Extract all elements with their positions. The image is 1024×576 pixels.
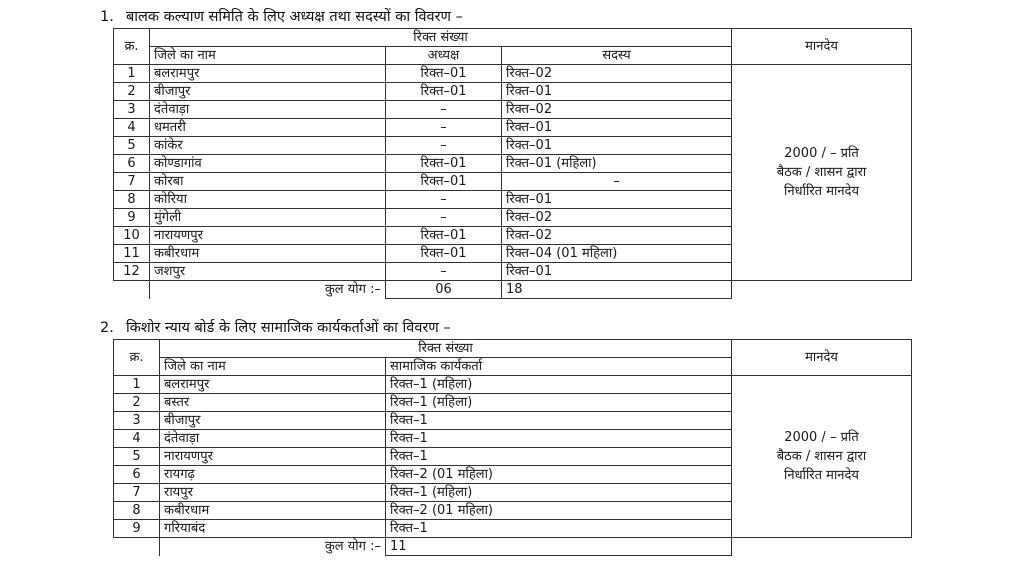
social-worker-cell: रिक्त–2 (01 महिला) (386, 466, 732, 484)
district-cell: कोरिया (150, 191, 386, 209)
social-worker-cell: रिक्त–1 (386, 430, 732, 448)
district-cell: बलरामपुर (160, 376, 386, 394)
member-cell: रिक्त–02 (502, 65, 732, 83)
section1-number: 1. (100, 9, 114, 25)
district-cell: बीजापुर (160, 412, 386, 430)
social-worker-cell: रिक्त–1 (महिला) (386, 394, 732, 412)
section2-title: किशोर न्याय बोर्ड के लिए सामाजिक कार्यकर्ताओं का विवरण – (126, 320, 451, 336)
chairman-cell: – (386, 209, 502, 227)
section2-number: 2. (100, 320, 114, 336)
honorarium-line: निर्धारित मानदेय (784, 184, 860, 199)
district-cell: कांकेर (150, 137, 386, 155)
social-worker-cell: रिक्त–1 (महिला) (386, 484, 732, 502)
sno-cell: 11 (114, 245, 150, 263)
member-cell: रिक्त–01 (502, 263, 732, 281)
member-cell: रिक्त–01 (502, 83, 732, 101)
chairman-cell: रिक्त–01 (386, 245, 502, 263)
sno-header: क्र. (114, 340, 160, 376)
district-cell: बस्तर (160, 394, 386, 412)
chairman-cell: – (386, 101, 502, 119)
total-member: 18 (502, 281, 732, 299)
chairman-cell: रिक्त–01 (386, 173, 502, 191)
member-cell: रिक्त–01 (महिला) (502, 155, 732, 173)
sno-cell: 6 (114, 155, 150, 173)
district-cell: रायगढ़ (160, 466, 386, 484)
sno-cell: 1 (114, 376, 160, 394)
sno-cell: 6 (114, 466, 160, 484)
chairman-cell: रिक्त–01 (386, 227, 502, 245)
sno-cell: 7 (114, 484, 160, 502)
member-cell: रिक्त–01 (502, 137, 732, 155)
district-cell: नारायणपुर (150, 227, 386, 245)
district-cell: कोण्डागांव (150, 155, 386, 173)
sno-cell: 9 (114, 209, 150, 227)
sno-cell: 9 (114, 520, 160, 538)
social-worker-header: सामाजिक कार्यकर्ता (386, 358, 732, 376)
total-chairman: 06 (386, 281, 502, 299)
district-cell: रायपुर (160, 484, 386, 502)
section1-heading (100, 6, 463, 26)
sno-cell: 8 (114, 502, 160, 520)
honorarium-line: बैठक / शासन द्वारा (776, 165, 867, 180)
chairman-cell: – (386, 191, 502, 209)
sno-cell: 2 (114, 394, 160, 412)
social-worker-cell: रिक्त–1 (386, 412, 732, 430)
total-row (114, 281, 912, 299)
vacancy-header: रिक्त संख्या (160, 340, 732, 358)
honorarium-line: 2000 / – प्रति (784, 430, 859, 445)
honorarium-line: 2000 / – प्रति (784, 146, 859, 161)
district-cell: बलरामपुर (150, 65, 386, 83)
sno-cell: 10 (114, 227, 150, 245)
chairman-cell: – (386, 137, 502, 155)
district-cell: गरियाबंद (160, 520, 386, 538)
district-cell: बीजापुर (150, 83, 386, 101)
social-worker-cell: रिक्त–2 (01 महिला) (386, 502, 732, 520)
chairman-cell: रिक्त–01 (386, 65, 502, 83)
total-row (114, 538, 912, 556)
social-worker-cell: रिक्त–1 (386, 520, 732, 538)
sno-cell: 3 (114, 101, 150, 119)
sno-cell: 8 (114, 191, 150, 209)
total-social-worker: 11 (386, 538, 732, 556)
sno-cell: 12 (114, 263, 150, 281)
district-header: जिले का नाम (160, 358, 386, 376)
sno-cell: 7 (114, 173, 150, 191)
chairman-header: अध्यक्ष (386, 47, 502, 65)
chairman-cell: रिक्त–01 (386, 83, 502, 101)
social-worker-cell: रिक्त–1 (महिला) (386, 376, 732, 394)
chairman-cell: – (386, 263, 502, 281)
sno-header: क्र. (114, 29, 150, 65)
member-cell: रिक्त–02 (502, 227, 732, 245)
district-cell: कोरबा (150, 173, 386, 191)
district-header: जिले का नाम (150, 47, 386, 65)
member-cell: – (502, 173, 732, 191)
honorarium-cell (732, 376, 912, 538)
sno-cell: 4 (114, 119, 150, 137)
district-cell: मुंगेली (150, 209, 386, 227)
honorarium-line: बैठक / शासन द्वारा (776, 449, 867, 464)
district-cell: कबीरधाम (150, 245, 386, 263)
honorarium-header: मानदेय (732, 340, 912, 376)
district-cell: जशपुर (150, 263, 386, 281)
sno-cell: 3 (114, 412, 160, 430)
member-cell: रिक्त–02 (502, 209, 732, 227)
district-cell: नारायणपुर (160, 448, 386, 466)
chairman-cell: – (386, 119, 502, 137)
table-header-row (114, 29, 912, 47)
member-header: सदस्य (502, 47, 732, 65)
section1-title: बालक कल्याण समिति के लिए अध्यक्ष तथा सदस्यों का विवरण – (126, 9, 463, 25)
social-worker-cell: रिक्त–1 (386, 448, 732, 466)
member-cell: रिक्त–01 (502, 119, 732, 137)
sno-cell: 5 (114, 448, 160, 466)
total-label: कुल योग :– (160, 538, 386, 556)
sno-cell: 5 (114, 137, 150, 155)
sno-cell: 4 (114, 430, 160, 448)
honorarium-cell (732, 65, 912, 281)
table-row (114, 376, 912, 394)
table-row (114, 65, 912, 83)
member-cell: रिक्त–01 (502, 191, 732, 209)
honorarium-line: निर्धारित मानदेय (784, 468, 859, 483)
chairman-cell: रिक्त–01 (386, 155, 502, 173)
member-cell: रिक्त–04 (01 महिला) (502, 245, 732, 263)
cwc-vacancy-table (113, 28, 912, 299)
section2-heading (100, 317, 451, 337)
district-cell: दंतेवाड़ा (160, 430, 386, 448)
honorarium-header: मानदेय (732, 29, 912, 65)
jjb-vacancy-table (113, 339, 912, 556)
district-cell: कबीरधाम (160, 502, 386, 520)
district-cell: दंतेवाड़ा (150, 101, 386, 119)
vacancy-header: रिक्त संख्या (150, 29, 732, 47)
district-cell: धमतरी (150, 119, 386, 137)
table-header-row (114, 340, 912, 358)
sno-cell: 2 (114, 83, 150, 101)
member-cell: रिक्त–02 (502, 101, 732, 119)
sno-cell: 1 (114, 65, 150, 83)
total-label: कुल योग :– (150, 281, 386, 299)
